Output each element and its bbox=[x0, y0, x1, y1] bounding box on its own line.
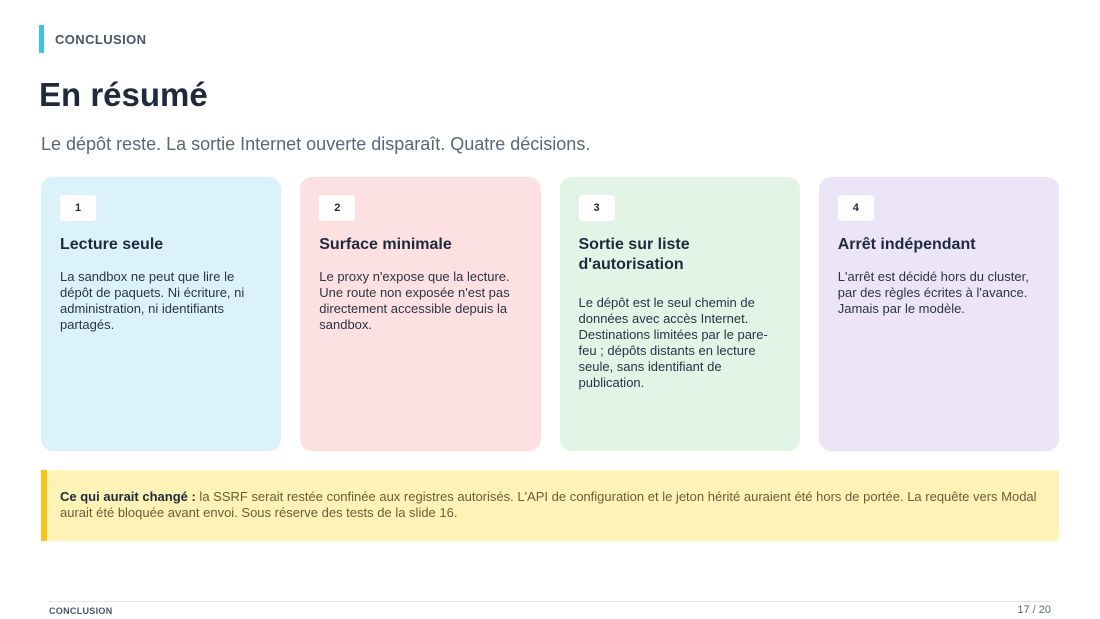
footer-divider bbox=[48, 601, 1052, 602]
note-lead: Ce qui aurait changé : bbox=[60, 489, 196, 504]
footer-section-label: CONCLUSION bbox=[49, 606, 113, 616]
card-body: La sandbox ne peut que lire le dépôt de paquets. Ni écriture, ni administration, ni identifiants partagés. bbox=[60, 269, 245, 332]
card-number-badge: 2 bbox=[319, 195, 355, 221]
decision-card-1 bbox=[41, 177, 281, 451]
decision-cards bbox=[41, 177, 1059, 451]
decision-card-2 bbox=[300, 177, 540, 451]
card-body: L'arrêt est décidé hors du cluster, par des règles écrites à l'avance. Jamais par le modèle. bbox=[837, 269, 1029, 316]
decision-card-4 bbox=[819, 177, 1059, 451]
section-label: CONCLUSION bbox=[55, 31, 147, 47]
card-number-badge: 4 bbox=[838, 195, 874, 221]
card-number-badge: 1 bbox=[60, 195, 96, 221]
card-title: Lecture seule bbox=[60, 236, 164, 253]
page-title: En résumé bbox=[39, 76, 208, 113]
decision-card-3 bbox=[560, 177, 800, 451]
card-title: Sortie sur liste d'autorisation bbox=[578, 236, 690, 273]
impact-note bbox=[41, 470, 1059, 541]
page-number: 17 / 20 bbox=[1017, 604, 1051, 616]
note-text: la SSRF serait restée confinée aux registres autorisés. L'API de configuration et le jeton hérité auraient été hors de portée. La requête vers Modal aurait été bloquée avant envoi. Sous réserve des tests de la slide 16. bbox=[60, 489, 1037, 520]
card-body: Le proxy n'expose que la lecture. Une route non exposée n'est pas directement accessible depuis la sandbox. bbox=[319, 269, 510, 332]
card-title: Arrêt indépendant bbox=[837, 236, 976, 253]
card-body: Le dépôt est le seul chemin de données avec accès Internet. Destinations limitées par le pare-feu ; dépôts distants en lecture seule, sans identifiant de publication. bbox=[578, 295, 768, 390]
card-number-badge: 3 bbox=[579, 195, 615, 221]
section-tag bbox=[39, 25, 146, 53]
section-accent-bar bbox=[39, 25, 44, 53]
card-title: Surface minimale bbox=[319, 236, 452, 253]
page-subtitle: Le dépôt reste. La sortie Internet ouverte disparaît. Quatre décisions. bbox=[41, 134, 591, 154]
